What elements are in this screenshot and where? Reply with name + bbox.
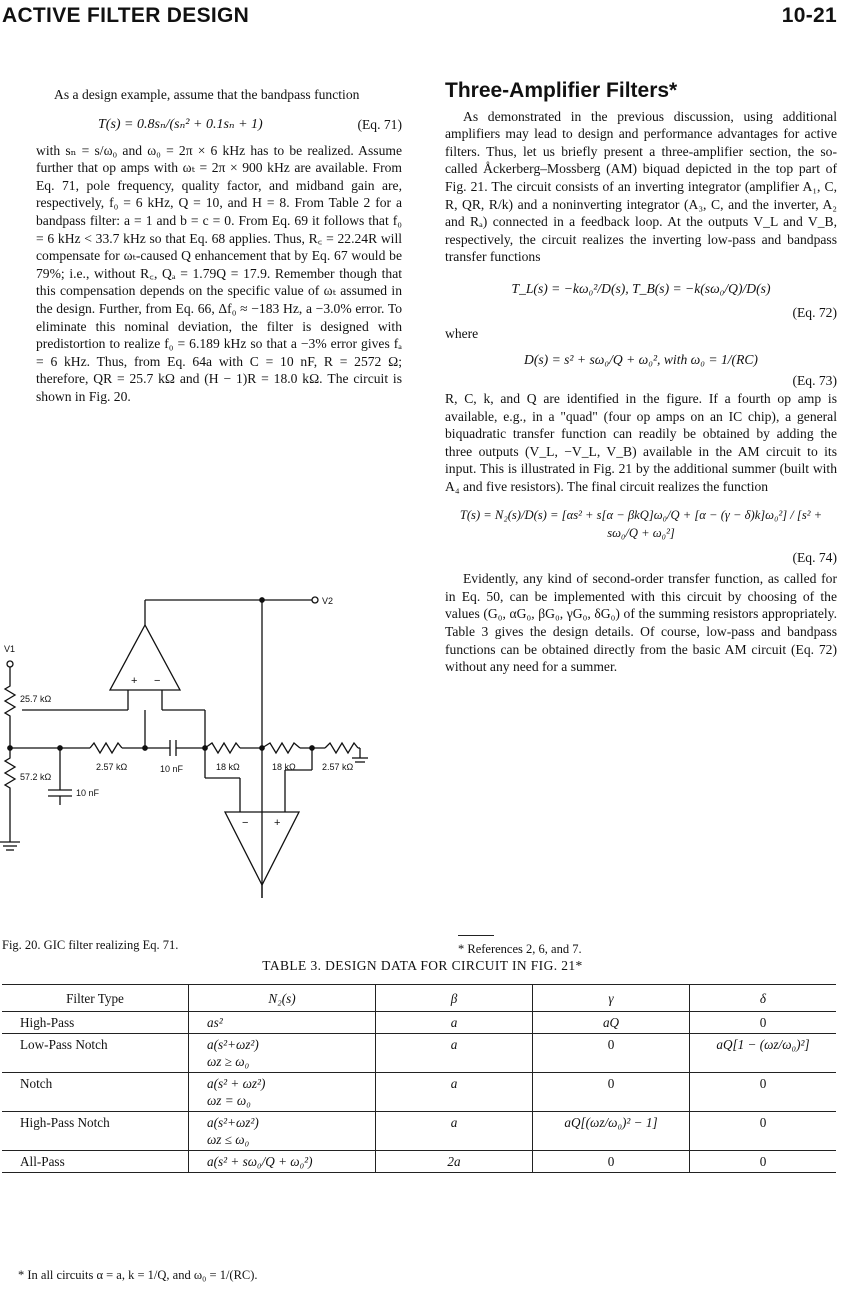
resistor-label: 18 kΩ — [272, 762, 296, 772]
cell-gamma: 0 — [533, 1034, 690, 1073]
table-header-row — [2, 985, 836, 1012]
cell-n2 — [189, 1073, 376, 1112]
equation-71: T(s) = 0.8sₙ/(sₙ² + 0.1sₙ + 1) — [98, 116, 263, 132]
equation-number: (Eq. 74) — [792, 549, 837, 565]
paragraph: As a design example, assume that the bandpass function — [54, 87, 360, 102]
header-cell: Filter Type — [2, 985, 189, 1012]
cell-type: Notch — [2, 1073, 189, 1112]
header-cell: γ — [533, 985, 690, 1012]
equation-number: (Eq. 71) — [357, 116, 402, 132]
cell-type: High-Pass — [2, 1012, 189, 1034]
header-cell: β — [376, 985, 533, 1012]
resistor-label: 18 kΩ — [216, 762, 240, 772]
capacitor-label: 10 nF — [76, 788, 100, 798]
cell-type: Low-Pass Notch — [2, 1034, 189, 1073]
table-row — [2, 1151, 836, 1173]
footnote-rule — [458, 935, 494, 936]
cell-beta: 2a — [376, 1151, 533, 1173]
svg-text:−: − — [154, 675, 161, 687]
n2-expr: a(s²+ωz²) — [207, 1115, 259, 1130]
cell-n2: a(s² + sω₀/Q + ω₀²) — [189, 1151, 376, 1173]
table-title: TABLE 3. DESIGN DATA FOR CIRCUIT IN FIG. 21* — [262, 958, 583, 973]
table-row — [2, 1112, 836, 1151]
table-row — [2, 1073, 836, 1112]
n2-expr: a(s² + ωz²) — [207, 1076, 266, 1091]
cell-n2: as² — [189, 1012, 376, 1034]
resistor-label: 57.2 kΩ — [20, 772, 52, 782]
equation-73: D(s) = s² + sω₀/Q + ω₀², with ω₀ = 1/(RC) — [524, 351, 758, 367]
n2-condition: ωz = ω₀ — [207, 1093, 251, 1108]
resistor-label: 2.57 kΩ — [96, 762, 128, 772]
cell-type: All-Pass — [2, 1151, 189, 1173]
cell-delta: aQ[1 − (ωz/ω₀)²] — [690, 1034, 837, 1073]
cell-n2 — [189, 1112, 376, 1151]
svg-text:+: + — [131, 675, 138, 687]
equation-number: (Eq. 72) — [792, 304, 837, 320]
right-column — [445, 79, 837, 676]
where-text: where — [445, 326, 479, 342]
cell-gamma: 0 — [533, 1151, 690, 1173]
equation-72: T_L(s) = −kω₀²/D(s), T_B(s) = −k(sω₀/Q)/D(s) — [511, 280, 771, 296]
n2-condition: ωz ≥ ω₀ — [207, 1054, 250, 1069]
cell-beta: a — [376, 1034, 533, 1073]
page-number: 10-21 — [781, 4, 837, 27]
equation-number: (Eq. 73) — [792, 373, 837, 389]
paragraph: R, C, k, and Q are identified in the figure. If a fourth op amp is available, e.g., in a "quad" (four op amps on an IC chip), a general biquadratic transfer function can readily be obtained by adding the three outputs (V_L, −V_L, V_B) available in the AM circuit to its input. This is illustrated in Fig. 21 by the additional summer (built with A₄ and five resistors). The final circuit realizes the function — [445, 390, 837, 494]
cell-beta: a — [376, 1112, 533, 1151]
figure-20-schematic — [0, 580, 420, 920]
label-v1: V1 — [4, 644, 16, 654]
cell-beta: a — [376, 1073, 533, 1112]
label-v2: V2 — [322, 596, 334, 606]
header-cell: N₂(s) — [189, 985, 376, 1012]
cell-n2 — [189, 1034, 376, 1073]
cell-gamma: 0 — [533, 1073, 690, 1112]
cell-gamma: aQ — [533, 1012, 690, 1034]
cell-delta: 0 — [690, 1073, 837, 1112]
paragraph: with sₙ = s/ω₀ and ω₀ = 2π × 6 kHz has to be realized. Assume further that op amps with ωₜ = 2π × 900 kHz are available. From Eq. 71, pole frequency, quality factor, and midband gain are, respectively, f₀ = 6 kHz, Q = 10, and H = 8. From Table 2 for a bandpass filter: a = 1 and b = c = 0. From Eq. 69 it follows that f₀ = 6 kHz < 33.7 kHz so that Eq. 68 applies. Thus, R꜀ = 22.24R will compensate for ωₜ-caused Q enhancement that by Eq. 67 would be 79%; i.e., without R꜀, Qₐ = 1.79Q = 17.9. Remember though that this compensation depends on the specific value of ωₜ assumed in the design. Further, from Eq. 66, Δf₀ ≈ −183 Hz, a −3.0% error. To eliminate this nominal deviation, the filter is designed with predistortion to realize f₀ = 6.189 kHz so that a −3% error gives fₐ = 6 kHz. Thus, from Eq. 64a with C = 10 nF, R = 2572 Ω; therefore, QR = 25.7 kΩ and (H − 1)R = 18.0 kΩ. The circuit is shown in Fig. 20. — [36, 142, 402, 404]
cell-delta: 0 — [690, 1112, 837, 1151]
cell-delta: 0 — [690, 1012, 837, 1034]
cell-gamma: aQ[(ωz/ω₀)² − 1] — [533, 1112, 690, 1151]
table-row — [2, 1034, 836, 1073]
resistor-label: 25.7 kΩ — [20, 694, 52, 704]
paragraph: Evidently, any kind of second-order transfer function, as called for in Eq. 50, can be implemented with this circuit by choosing of the values (G₀, αG₀, βG₀, γG₀, δG₀) of the summing resistors appropriately. Table 3 gives the design details. Of course, low-pass and bandpass functions can be obtained directly from the basic AM circuit (Eq. 72) without any need for a summer. — [445, 571, 837, 675]
cell-type: High-Pass Notch — [2, 1112, 189, 1151]
equation-row — [36, 110, 402, 142]
table-row — [2, 1012, 836, 1034]
capacitor-label: 10 nF — [160, 764, 184, 774]
table-footnote: * In all circuits α = a, k = 1/Q, and ω₀ = 1/(RC). — [18, 1268, 258, 1282]
figure-20-caption: Fig. 20. GIC filter realizing Eq. 71. — [2, 938, 179, 952]
resistor-label: 2.57 kΩ — [322, 762, 354, 772]
right-footnote: * References 2, 6, and 7. — [458, 942, 582, 956]
running-header-title: ACTIVE FILTER DESIGN — [2, 4, 250, 27]
paragraph: As demonstrated in the previous discussion, using additional amplifiers may lead to design and performance advantages for active filters. Thus, let us briefly present a three-amplifier section, the so-called Åckerberg–Mossberg (AM) biquad depicted in the top part of Fig. 21. The circuit consists of an inverting integrator (amplifier A₁, C, R, QR, R/k) and a noninverting integrator (A₃, C, and the inverter, A₂ and Rₐ) connected in a feedback loop. At the outputs V_L and V_B, respectively, the circuit realizes the inverting low-pass and bandpass transfer functions — [445, 108, 837, 265]
svg-text:+: + — [274, 817, 281, 829]
cell-delta: 0 — [690, 1151, 837, 1173]
n2-expr: a(s²+ωz²) — [207, 1037, 259, 1052]
header-cell: δ — [690, 985, 837, 1012]
left-column — [36, 86, 402, 406]
n2-condition: ωz ≤ ω₀ — [207, 1132, 250, 1147]
equation-74: T(s) = N₂(s)/D(s) = [αs² + s[α − βkQ]ω₀/Q + [α − (γ − δ)k]ω₀²] / [s² + sω₀/Q + ω₀²] — [459, 508, 823, 541]
section-heading: Three-Amplifier Filters* — [445, 79, 678, 102]
cell-beta: a — [376, 1012, 533, 1034]
svg-text:−: − — [242, 817, 249, 829]
design-data-table — [2, 984, 836, 1173]
